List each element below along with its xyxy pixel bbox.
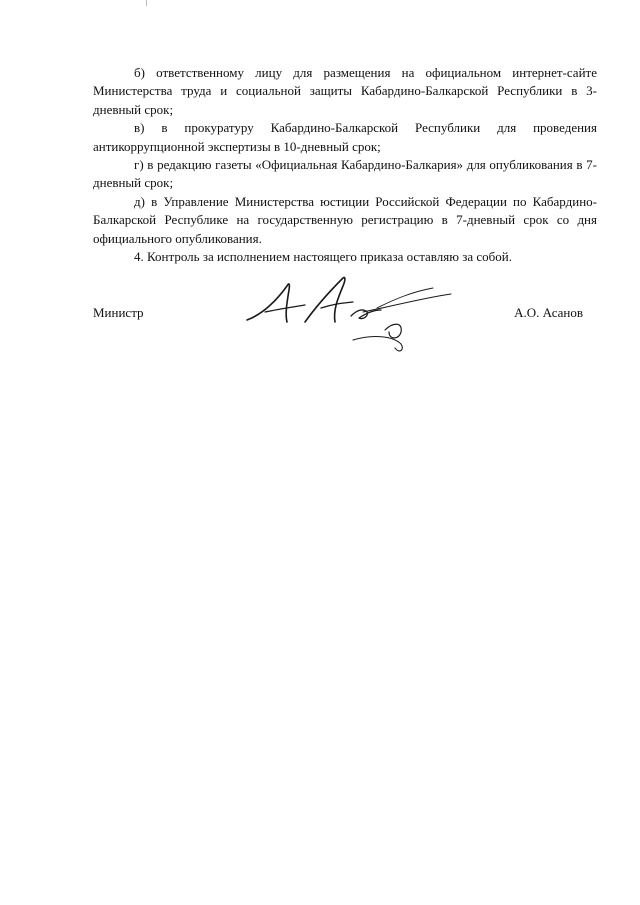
signer-name: А.О. Асанов	[514, 305, 583, 320]
paragraph-v: в) в прокуратуру Кабардино-Балкарской Республики для проведения антикоррупционной экспертизы в 10-дневный срок;	[93, 120, 597, 154]
document-body	[93, 64, 597, 266]
handwritten-signature	[243, 270, 463, 358]
signer-title: Министр	[93, 305, 144, 320]
paragraph-4: 4. Контроль за исполнением настоящего приказа оставляю за собой.	[134, 249, 512, 265]
paragraph-b: б) ответственному лицу для размещения на официальном интернет-сайте Министерства труда и социальной защиты Кабардино-Балкарской Республики в 3-дневный срок;	[93, 65, 597, 117]
paragraph-d: д) в Управление Министерства юстиции Российской Федерации по Кабардино-Балкарской Республике на государственную регистрацию в 7-дневный срок со дня официального опубликования.	[93, 193, 597, 246]
paragraph-g: г) в редакцию газеты «Официальная Кабардино-Балкария» для опубликования в 7-дневный срок;	[93, 157, 597, 191]
signature-block	[93, 270, 597, 360]
scan-mark	[146, 0, 147, 6]
